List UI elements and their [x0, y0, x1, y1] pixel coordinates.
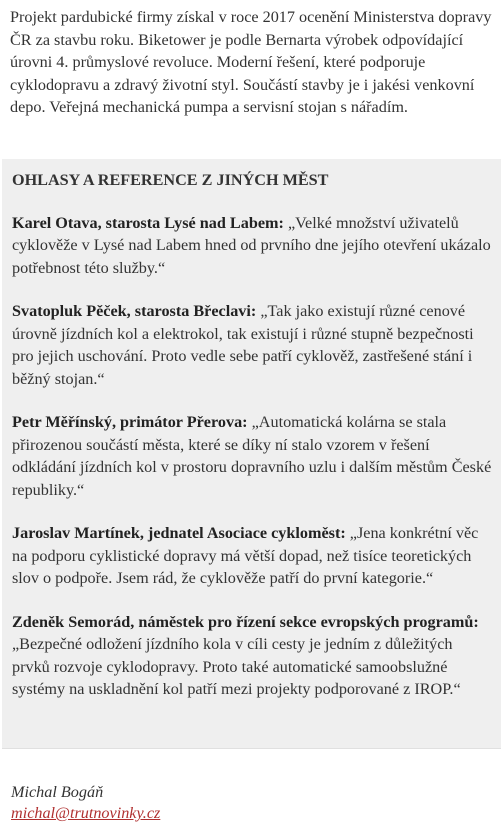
author-email-link[interactable]: michal@trutnovinky.cz [11, 804, 161, 822]
quote-text: „Tak jako existují různé cenové úrovně jízdních kol a elektrokol, tak existují i různé stupně bezpečnosti pro jejich uschování. Proto vedle sebe patří cyklověž, zastřešené stání i běžný stojan.“ [12, 302, 474, 388]
quote-text: „Jena konkrétní věc na podporu cyklistické dopravy má větší dopad, než tisíce teoretických slov o podpoře. Jsem rád, že cyklověže patří do první kategorie.“ [12, 524, 479, 587]
quote-item [12, 611, 493, 701]
quote-item [12, 300, 493, 390]
references-heading: OHLASY A REFERENCE Z JINÝCH MĚST [12, 171, 329, 189]
quote-text: „Automatická kolárna se stala přirozenou součástí města, které se díky ní stalo vzorem v řešení odkládání jízdních kol v prostoru dopravního uzlu i dalším městům České republiky.“ [12, 413, 492, 499]
intro-paragraph: Projekt pardubické firmy získal v roce 2017 ocenění Ministerstva dopravy ČR za stavbu roku. Biketower je podle Bernarta výrobek odpovídající úrovni 4. průmyslové revoluce. Moderní řešení, které podporuje cyklodopravu a zdravý životní styl. Součástí stavby je i jakési venkovní depo. Veřejná mechanická pumpa a servisní stojan s nářadím. [10, 8, 492, 116]
references-box [2, 159, 501, 749]
quote-speaker: Jaroslav Martínek, jednatel Asociace cykloměst: [12, 524, 346, 542]
quote-speaker: Svatopluk Pěček, starosta Břeclavi: [12, 302, 257, 320]
quote-item [12, 212, 493, 280]
quote-text: „Velké množství uživatelů cyklověže v Lysé nad Labem hned od prvního dne jejího otevření ukázalo potřebnost této služby.“ [12, 213, 491, 277]
quote-item [12, 522, 493, 590]
quote-speaker: Petr Měřínský, primátor Přerova: [12, 413, 248, 431]
quote-text: „Bezpečné odložení jízdního kola v cíli cesty je jedním z důležitých prvků rozvoje cyklodopravy. Proto také automatické samoobslužné systémy na uskladnění kol patří mezi projekty podporované z IROP.“ [12, 635, 461, 698]
author-name: Michal Bogáň [11, 783, 104, 801]
author-signature [11, 782, 160, 824]
quote-item [12, 411, 493, 501]
quote-speaker: Karel Otava, starosta Lysé nad Labem: [12, 213, 284, 232]
quote-speaker: Zdeněk Semorád, náměstek pro řízení sekce evropských programů: [12, 612, 479, 631]
